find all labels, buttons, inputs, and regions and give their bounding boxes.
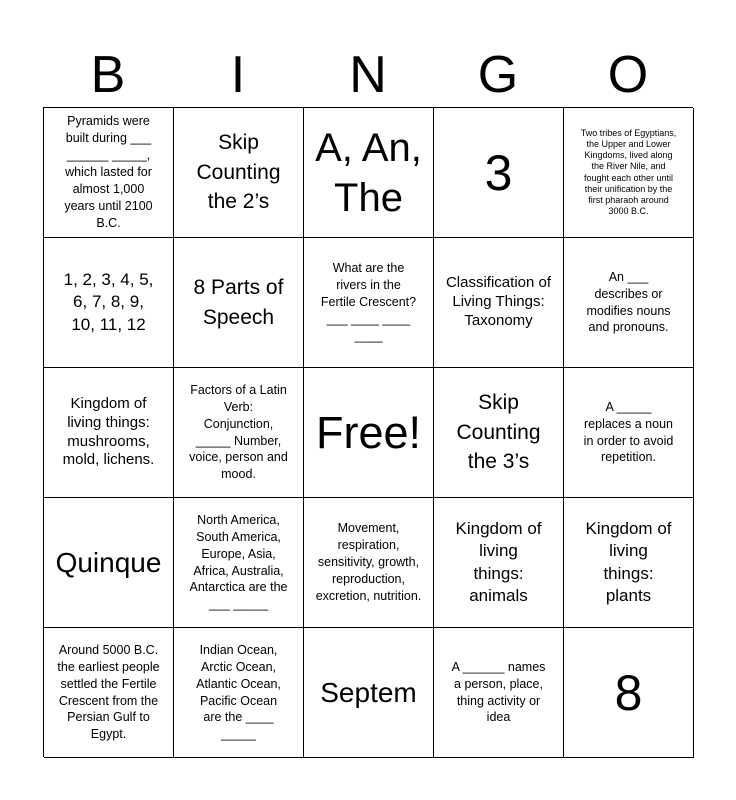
bingo-cell[interactable] — [434, 628, 564, 758]
cell-text: Factors of a Latin Verb: Conjunction, _____ Number, voice, person and mood. — [189, 382, 288, 482]
bingo-cell[interactable] — [434, 368, 564, 498]
cell-text: Free! — [315, 406, 422, 458]
cell-text: 1, 2, 3, 4, 5, 6, 7, 8, 9, 10, 11, 12 — [63, 269, 154, 334]
bingo-cell[interactable] — [44, 238, 174, 368]
bingo-cell[interactable] — [174, 368, 304, 498]
bingo-cell[interactable] — [564, 628, 694, 758]
cell-text: 8 — [614, 664, 643, 721]
bingo-cell[interactable] — [44, 108, 174, 238]
bingo-cell[interactable] — [434, 108, 564, 238]
cell-text: Skip Counting the 3’s — [456, 391, 541, 474]
bingo-cell[interactable] — [564, 368, 694, 498]
bingo-cell[interactable] — [174, 238, 304, 368]
cell-text: 3 — [484, 144, 513, 201]
bingo-cell[interactable] — [174, 108, 304, 238]
cell-text: Skip Counting the 2’s — [196, 131, 281, 214]
header-letter-g: G — [477, 46, 519, 104]
cell-text: Movement, respiration, sensitivity, growth, reproduction, excretion, nutrition. — [315, 521, 422, 603]
cell-text: Quinque — [55, 546, 162, 578]
bingo-cell[interactable] — [304, 368, 434, 498]
bingo-cell[interactable] — [434, 498, 564, 628]
header-letter-n: N — [349, 46, 387, 104]
cell-text: Classification of Living Things: Taxonomy — [445, 274, 552, 329]
bingo-cell[interactable] — [304, 108, 434, 238]
cell-text: Around 5000 B.C. the earliest people settled the Fertile Crescent from the Persian Gulf to Egypt. — [57, 642, 160, 742]
cell-text: Pyramids were built during ___ ______ _____, which lasted for almost 1,000 years until 2100 B.C. — [64, 114, 153, 230]
cell-text: Septem — [320, 676, 417, 708]
bingo-cell[interactable] — [44, 498, 174, 628]
cell-text: What are the rivers in the Fertile Crescent? ___ ____ ____ ____ — [320, 261, 417, 343]
cell-text: Indian Ocean, Arctic Ocean, Atlantic Ocean, Pacific Ocean are the ____ _____ — [196, 642, 281, 742]
bingo-cell[interactable] — [174, 498, 304, 628]
bingo-cell[interactable] — [304, 498, 434, 628]
cell-text: Kingdom of living things: plants — [585, 518, 672, 605]
bingo-cell[interactable] — [564, 238, 694, 368]
bingo-cell[interactable] — [434, 238, 564, 368]
cell-text: Two tribes of Egyptians, the Upper and Lower Kingdoms, lived along the River Nile, and fought each other until their unification by the first pharaoh around 3000 B.C. — [580, 127, 677, 217]
bingo-cell[interactable] — [564, 498, 694, 628]
cell-text: Kingdom of living things: animals — [455, 518, 542, 605]
cell-text: A, An, The — [315, 125, 422, 220]
bingo-board — [43, 107, 693, 757]
cell-text: Kingdom of living things: mushrooms, mold, lichens. — [62, 395, 155, 469]
bingo-cell[interactable] — [44, 368, 174, 498]
bingo-cell[interactable] — [564, 108, 694, 238]
bingo-cell[interactable] — [304, 628, 434, 758]
cell-text: A _____ replaces a noun in order to avoid repetition. — [583, 399, 674, 465]
bingo-cell[interactable] — [44, 628, 174, 758]
cell-text: North America, South America, Europe, Asia, Africa, Australia, Antarctica are the ___ _____ — [189, 512, 288, 612]
bingo-cell[interactable] — [174, 628, 304, 758]
header-letter-i: I — [230, 46, 246, 104]
cell-text: 8 Parts of Speech — [193, 276, 284, 329]
bingo-header — [43, 44, 693, 106]
cell-text: A ______ names a person, place, thing activity or idea — [451, 659, 546, 725]
cell-text: An ___ describes or modifies nouns and pronouns. — [586, 269, 671, 335]
bingo-cell[interactable] — [304, 238, 434, 368]
header-letter-b: B — [90, 46, 126, 104]
header-letter-o: O — [607, 46, 649, 104]
